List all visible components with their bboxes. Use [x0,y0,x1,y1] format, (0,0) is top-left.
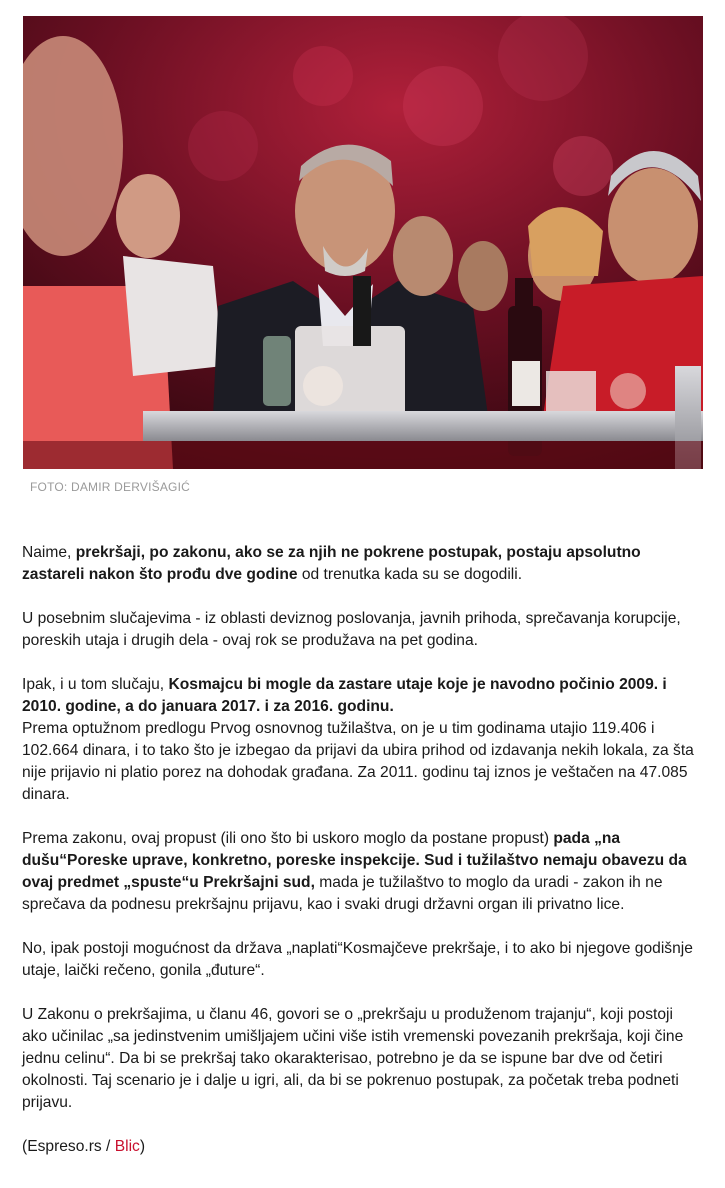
paragraph-2 [22,608,702,652]
text: Naime, [22,544,76,561]
concert-audience-photo-icon [23,16,703,469]
text: U posebnim slučajevima - iz oblasti deviznog poslovanja, javnih prihoda, sprečavanja korupcije, poreskih utaja i drugih dela - ovaj rok se produžava na pet godina. [22,610,681,649]
text: Prema zakonu, ovaj propust (ili ono što bi uskoro moglo da postane propust) [22,830,554,847]
paragraph-4 [22,828,702,916]
text: Ipak, i u tom slučaju, [22,676,169,693]
text: U Zakonu o prekršajima, u članu 46, govori se o „prekršaju u produženom trajanju“, koji postoji ako učinilac „sa jedinstvenim umišljajem učini više istih vremenski povezanih prekršaja, koji čine jednu celinu“. Da bi se prekršaj tako okarakterisao, potrebno je da se ispune bar dve od četiri okolnosti. Taj scenario je i dalje u igri, ali, da bi se pokrenuo postupak, za početak treba podneti prijavu. [22,1006,684,1111]
paragraph-5 [22,938,702,982]
source-close: ) [139,1138,146,1155]
text: Prema optužnom predlogu Prvog osnovnog tužilaštva, on je u tim godinama utajio 119.406 i 102.664 dinara, i to tako što je izbegao da prijavi da ubira prihod od izdavanja nekih lokala, za šta nije prijavio ni platio porez na dohodak građana. Za 2011. godinu taj iznos je veštačen na 47.085 dinara. [22,720,694,803]
source-open: (Espreso.rs / [22,1138,115,1155]
source-line [22,1136,702,1158]
bold-text: pada „na dušu“Poreske uprave, konkretno, poreske inspekcije. Sud i tužilaštvo nemaju obavezu da ovaj predmet „spuste“u Prekršajni sud, [22,830,687,891]
paragraph-3 [22,674,702,806]
article-photo [23,16,703,469]
bold-text: prekršaji, po zakonu, ako se za njih ne pokrene postupak, postaju apsolutno zastareli nakon što prođu dve godine [22,544,641,583]
paragraph-1 [22,542,702,586]
text: od trenutka kada su se dogodili. [297,566,523,583]
source-link-blic[interactable]: Blic [114,1138,140,1155]
text: mada je tužilaštvo to moglo da uradi - zakon ih ne sprečava da podnesu prekršajnu prijavu, kao i svaki drugi državni organ ili privatno lice. [22,874,663,913]
paragraph-6 [22,1004,702,1114]
text: No, ipak postoji mogućnost da država „naplati“Kosmajčeve prekršaje, i to ako bi njegove godišnje utaje, laički rečeno, gonila „đuture“. [22,940,693,979]
photo-credit: FOTO: DAMIR DERVIŠAGIĆ [30,480,190,494]
bold-text: Kosmajcu bi mogle da zastare utaje koje je navodno počinio 2009. i 2010. godine, a do januara 2017. i za 2016. godinu. [22,676,667,715]
article-body [22,542,702,1180]
